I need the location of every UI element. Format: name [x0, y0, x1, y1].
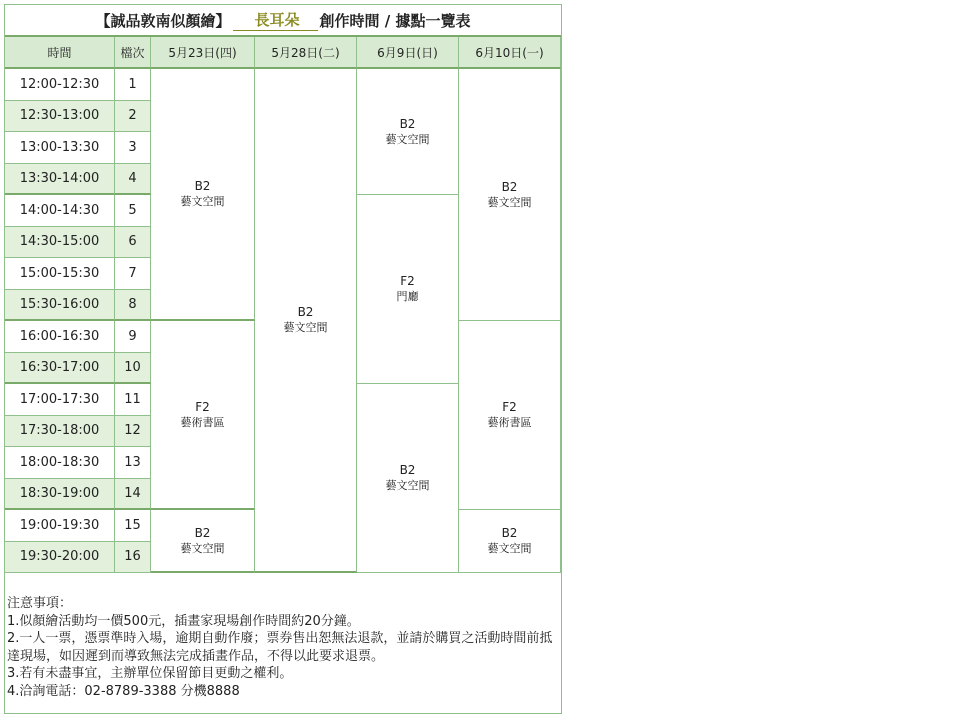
time-slot-label: 14:30-15:00 — [19, 234, 100, 250]
session-number-label: 1 — [128, 76, 137, 92]
session-number-label: 8 — [128, 296, 137, 312]
header-session-label: 檔次 — [120, 45, 145, 60]
venue-block — [151, 69, 255, 321]
session-number-label: 2 — [128, 108, 137, 124]
venue-code: B2 — [194, 525, 211, 540]
note-item: 2.一人一票，憑票準時入場，逾期自動作廢；票券售出恕無法退款，並請於購買之活動時間前抵達現場，如因遲到而導致無法完成插畫作品，不得以此要求退票。 — [7, 631, 553, 664]
header-time — [5, 37, 115, 69]
note-item: 1.似顏繪活動均一價500元，插畫家現場創作時間約20分鐘。 — [7, 613, 360, 629]
header-date-label: 6月10日(一) — [475, 45, 544, 60]
session-number — [115, 227, 151, 259]
title-suffix: 創作時間 / 據點一覽表 — [319, 11, 471, 30]
session-number-label: 15 — [124, 517, 141, 533]
venue-block — [151, 510, 255, 573]
session-number — [115, 416, 151, 448]
time-slot-label: 13:30-14:00 — [19, 170, 100, 186]
notes-section — [5, 569, 561, 701]
session-number-label: 14 — [124, 485, 141, 501]
header-date — [255, 37, 357, 69]
session-number-label: 4 — [128, 170, 137, 186]
session-number — [115, 510, 151, 542]
time-slot — [5, 69, 115, 101]
time-slot-label: 19:30-20:00 — [19, 549, 100, 565]
time-slot — [5, 258, 115, 290]
time-slot — [5, 101, 115, 133]
session-number — [115, 195, 151, 227]
session-number-label: 7 — [128, 265, 137, 281]
venue-block — [357, 384, 459, 573]
session-number-label: 11 — [124, 391, 141, 407]
time-slot-label: 15:00-15:30 — [19, 265, 100, 281]
time-slot — [5, 132, 115, 164]
note-item: 3.若有未盡事宜，主辦單位保留節目更動之權利。 — [7, 666, 293, 682]
venue-block — [151, 321, 255, 510]
venue-code: B2 — [399, 116, 416, 131]
time-slot-label: 14:00-14:30 — [19, 202, 100, 218]
session-number — [115, 479, 151, 511]
time-slot — [5, 164, 115, 196]
venue-name: 藝文空間 — [180, 195, 225, 208]
header-date — [151, 37, 255, 69]
venue-name: 藝術書區 — [180, 415, 225, 429]
venue-name: 藝文空間 — [487, 542, 532, 555]
time-slot — [5, 290, 115, 322]
time-slot-label: 17:00-17:30 — [19, 391, 100, 407]
time-slot — [5, 416, 115, 448]
venue-name: 藝文空間 — [180, 541, 225, 555]
session-number-label: 9 — [128, 328, 137, 344]
schedule-sheet — [4, 4, 562, 714]
venue-name: 藝文空間 — [487, 195, 532, 209]
time-slot — [5, 321, 115, 353]
session-number — [115, 132, 151, 164]
header-time-label: 時間 — [47, 45, 72, 60]
session-number — [115, 69, 151, 101]
session-number-label: 3 — [128, 139, 137, 155]
time-slot-label: 17:30-18:00 — [19, 423, 100, 439]
session-number — [115, 101, 151, 133]
time-slot — [5, 353, 115, 385]
session-number-label: 6 — [128, 234, 137, 250]
session-number-label: 16 — [124, 549, 141, 565]
header-date-label: 6月9日(日) — [377, 45, 438, 60]
time-slot-label: 15:30-16:00 — [19, 296, 100, 312]
venue-name: 藝術書區 — [487, 416, 532, 429]
venue-block — [459, 69, 561, 321]
time-slot-label: 16:30-17:00 — [19, 359, 100, 375]
time-slot — [5, 195, 115, 227]
time-slot — [5, 510, 115, 542]
venue-code: B2 — [501, 179, 518, 194]
venue-name: 門廳 — [396, 290, 419, 303]
time-slot — [5, 384, 115, 416]
venue-name: 藝文空間 — [385, 132, 430, 146]
venue-code: B2 — [501, 526, 518, 540]
artist-name: 長耳朵 — [233, 9, 318, 31]
session-number — [115, 321, 151, 353]
notes-heading: 注意事項： — [7, 596, 73, 611]
session-number-label: 10 — [124, 359, 141, 375]
time-slot-label: 12:00-12:30 — [19, 76, 100, 92]
session-number — [115, 384, 151, 416]
venue-block — [459, 321, 561, 510]
time-slot-label: 16:00-16:30 — [19, 328, 100, 344]
session-number — [115, 290, 151, 322]
time-slot-label: 18:00-18:30 — [19, 454, 100, 470]
venue-name: 藝文空間 — [385, 479, 430, 492]
venue-code: B2 — [399, 463, 416, 477]
venue-name: 藝文空間 — [283, 321, 328, 334]
session-number — [115, 164, 151, 196]
venue-block — [357, 69, 459, 195]
note-item: 4.洽詢電話：02-8789-3388 分機8888 — [7, 683, 240, 699]
header-date — [459, 37, 561, 69]
time-slot — [5, 227, 115, 259]
time-slot — [5, 479, 115, 511]
sheet-title — [5, 5, 561, 37]
venue-block — [357, 195, 459, 384]
title-prefix: 【誠品敦南似顏繪】 — [95, 11, 231, 30]
session-number — [115, 258, 151, 290]
venue-code: F2 — [195, 399, 210, 414]
venue-code: B2 — [297, 305, 314, 319]
header-date-label: 5月28日(二) — [271, 45, 340, 60]
time-slot-label: 12:30-13:00 — [19, 108, 100, 124]
time-slot-label: 13:00-13:30 — [19, 139, 100, 155]
header-date-label: 5月23日(四) — [168, 45, 237, 60]
session-number-label: 5 — [128, 202, 137, 218]
header-date — [357, 37, 459, 69]
venue-code: F2 — [502, 400, 517, 414]
time-slot — [5, 447, 115, 479]
header-session — [115, 37, 151, 69]
session-number — [115, 447, 151, 479]
time-slot-label: 19:00-19:30 — [19, 517, 100, 533]
venue-block — [459, 510, 561, 573]
session-number-label: 13 — [124, 454, 141, 470]
venue-code: F2 — [400, 274, 415, 288]
venue-block — [255, 69, 357, 573]
time-slot-label: 18:30-19:00 — [19, 485, 100, 501]
session-number — [115, 353, 151, 385]
venue-code: B2 — [194, 179, 211, 193]
session-number-label: 12 — [124, 423, 141, 439]
